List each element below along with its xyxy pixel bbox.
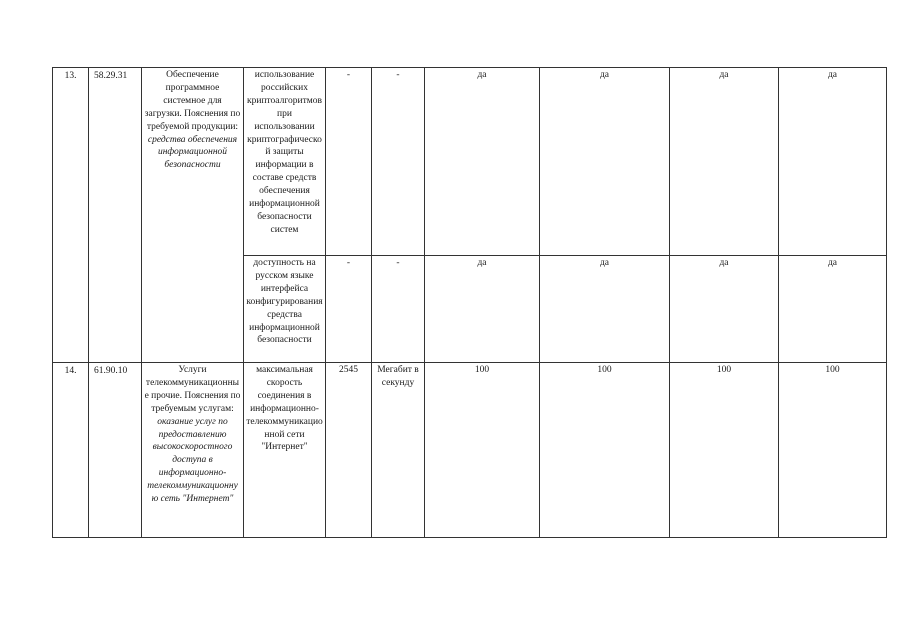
okei-code: - [326,68,372,256]
value-cell: 100 [779,363,887,538]
value-cell: да [779,68,887,256]
value-cell: 100 [670,363,779,538]
okpd2-code: 61.90.10 [89,363,142,538]
value-cell: да [540,256,670,363]
unit-name: - [372,256,425,363]
product-explanation: оказание услуг по предоставлению высокоскоростного доступа в информационно-телекоммуникационную сеть "Интернет" [147,416,238,505]
table-row-14 [53,363,887,538]
okei-code: - [326,256,372,363]
unit-name: - [372,68,425,256]
row-number: 14. [53,363,89,538]
value-cell: да [540,68,670,256]
value-cell: да [670,68,779,256]
product-name: Обеспечение программное системное для загрузки. Пояснения по требуемой продукции: [144,70,241,132]
value-cell: 100 [425,363,540,538]
characteristic-text: использование российских криптоалгоритмов при использовании криптографической защиты информации в составе средств обеспечения информационной безопасности систем [244,68,326,256]
value-cell: да [779,256,887,363]
characteristic-text: максимальная скорость соединения в информационно-телекоммуникационной сети "Интернет" [244,363,326,538]
product-name-cell [142,363,244,538]
row-number: 13. [53,68,89,363]
characteristic-text: доступность на русском языке интерфейса конфигурирования средства информационной безопасности [244,256,326,363]
okei-code: 2545 [326,363,372,538]
value-cell: да [425,68,540,256]
value-cell: да [425,256,540,363]
value-cell: 100 [540,363,670,538]
okpd2-code: 58.29.31 [89,68,142,363]
product-name: Услуги телекоммуникационные прочие. Пояснения по требуемым услугам: [144,365,241,414]
table-row-13 [53,68,887,256]
product-name-cell [142,68,244,363]
document-table [52,67,887,538]
product-explanation: средства обеспечения информационной безопасности [147,134,238,171]
unit-name: Мегабит в секунду [372,363,425,538]
value-cell: да [670,256,779,363]
